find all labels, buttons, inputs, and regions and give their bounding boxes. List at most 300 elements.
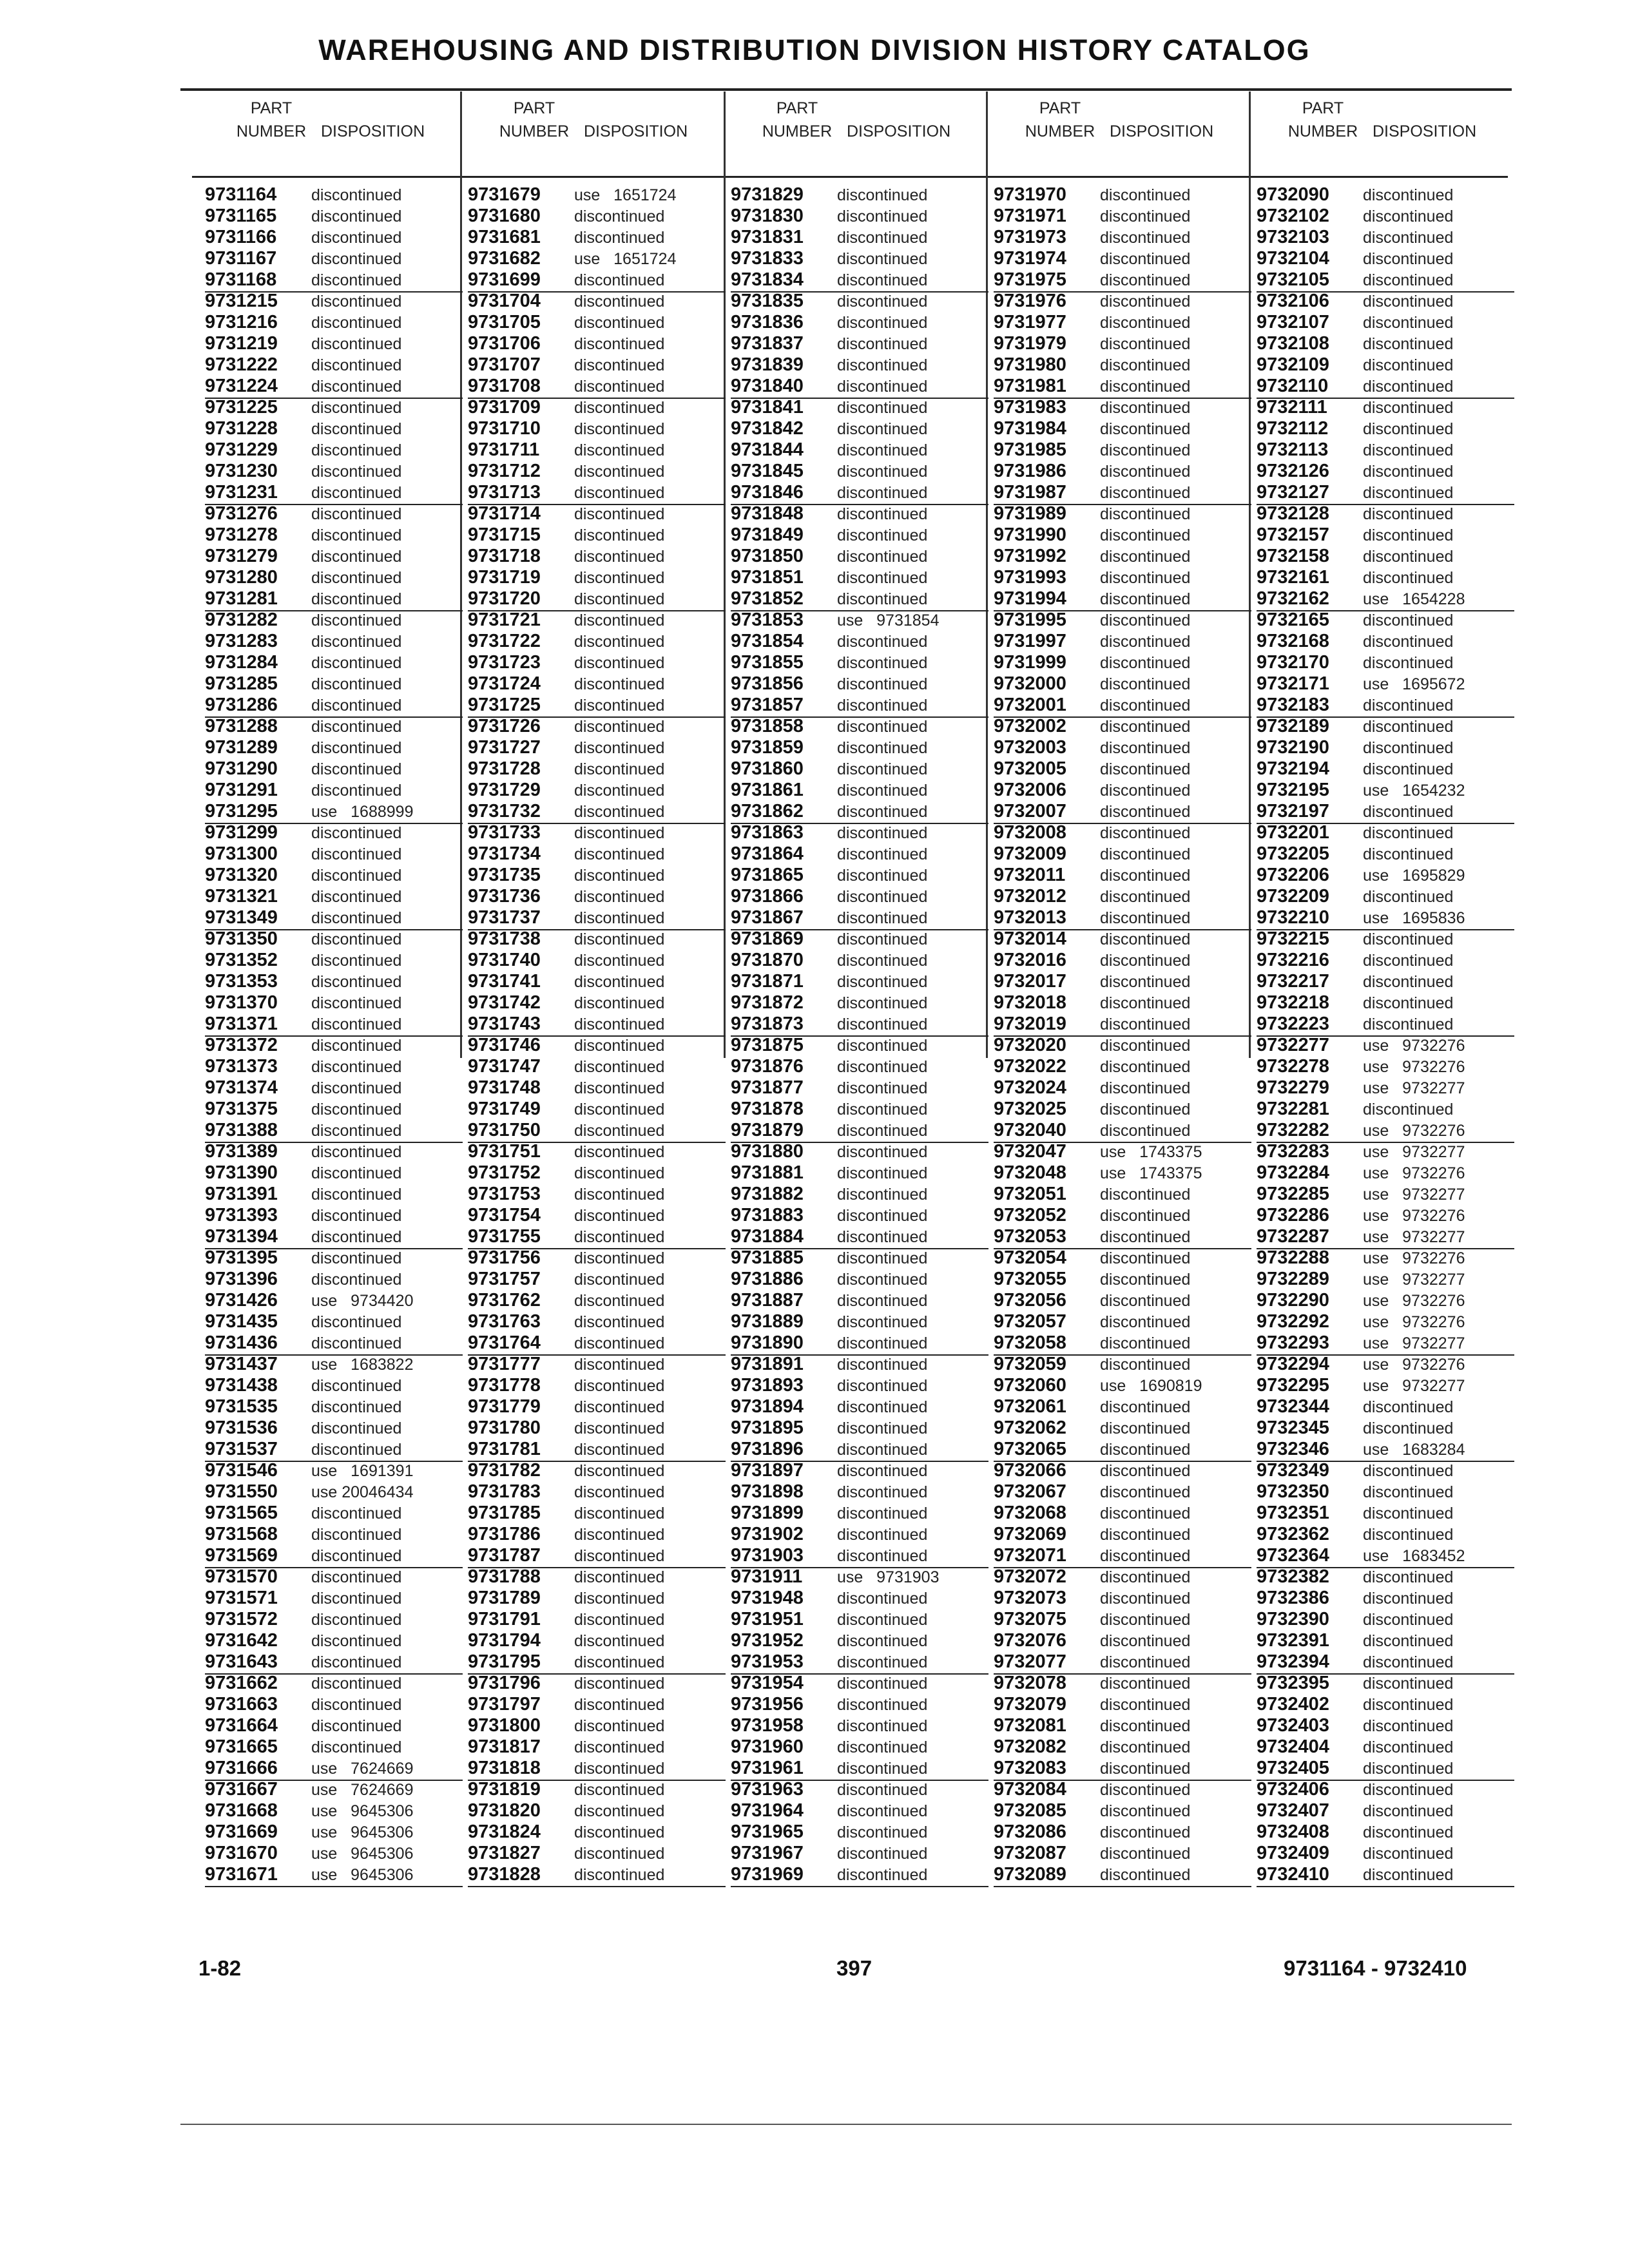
catalog-entry — [731, 1460, 988, 1481]
disposition: discontinued — [1363, 399, 1454, 417]
part-number: 9731899 — [731, 1503, 804, 1523]
catalog-entry — [731, 354, 988, 376]
part-number: 9731830 — [731, 206, 804, 226]
disposition: discontinued — [837, 229, 928, 247]
footer-section-number: 1-82 — [198, 1956, 242, 1980]
entry-group — [468, 1460, 726, 1566]
entry-group — [205, 1035, 463, 1141]
part-number: 9731848 — [731, 503, 804, 524]
catalog-entry — [1257, 333, 1514, 354]
catalog-entry — [205, 992, 463, 1014]
disposition: discontinued — [1100, 1547, 1191, 1565]
catalog-entry — [994, 588, 1251, 610]
catalog-entry — [994, 1099, 1251, 1120]
catalog-entry — [731, 780, 988, 801]
part-number: 9732103 — [1257, 227, 1329, 247]
part-number: 9731994 — [994, 588, 1066, 609]
catalog-entry — [468, 1630, 726, 1651]
part-number: 9731867 — [731, 907, 804, 928]
part-number: 9732055 — [994, 1269, 1066, 1289]
disposition: discontinued — [1363, 293, 1454, 311]
catalog-entry — [731, 631, 988, 652]
catalog-entry — [468, 758, 726, 780]
disposition: discontinued — [311, 1419, 402, 1437]
disposition: discontinued — [1100, 441, 1191, 459]
part-number: 9731958 — [731, 1715, 804, 1736]
disposition: discontinued — [1100, 548, 1191, 566]
part-number: 9731859 — [731, 737, 804, 758]
disposition: discontinued — [574, 994, 665, 1012]
disposition: discontinued — [311, 335, 402, 353]
catalog-entry — [731, 1375, 988, 1396]
disposition: discontinued — [311, 441, 402, 459]
disposition: discontinued — [574, 675, 665, 693]
catalog-entry — [994, 1354, 1251, 1375]
disposition: discontinued — [311, 548, 402, 566]
catalog-entry — [1257, 1418, 1514, 1439]
catalog-entry — [994, 1014, 1251, 1035]
disposition: discontinued — [1100, 505, 1191, 523]
catalog-entry — [205, 1566, 463, 1588]
part-number: 9731353 — [205, 971, 278, 992]
entry-group — [731, 1460, 988, 1566]
disposition: use 1690819 — [1100, 1377, 1202, 1395]
part-number: 9732362 — [1257, 1524, 1329, 1544]
part-number: 9732068 — [994, 1503, 1066, 1523]
part-number: 9732168 — [1257, 631, 1329, 651]
part-number: 9731999 — [994, 652, 1066, 673]
part-number: 9732195 — [1257, 780, 1329, 800]
catalog-entry — [731, 1035, 988, 1056]
catalog-entry — [994, 248, 1251, 269]
catalog-entry — [205, 1162, 463, 1184]
part-number: 9731436 — [205, 1332, 278, 1353]
part-number: 9732040 — [994, 1120, 1066, 1140]
disposition: discontinued — [837, 1632, 928, 1650]
part-number: 9731835 — [731, 291, 804, 311]
part-number: 9731535 — [205, 1396, 278, 1417]
catalog-entry — [205, 1439, 463, 1460]
part-number: 9731374 — [205, 1077, 278, 1098]
part-number: 9731682 — [468, 248, 541, 269]
part-number: 9731897 — [731, 1460, 804, 1481]
disposition: use 9732276 — [1363, 1249, 1465, 1267]
part-number: 9731890 — [731, 1332, 804, 1353]
catalog-entry — [1257, 1205, 1514, 1226]
part-number: 9731283 — [205, 631, 278, 651]
catalog-entry — [1257, 1566, 1514, 1588]
catalog-entry — [1257, 1120, 1514, 1141]
disposition: discontinued — [1100, 1419, 1191, 1437]
catalog-entry — [468, 716, 726, 737]
disposition: discontinued — [574, 1398, 665, 1416]
catalog-entry — [731, 737, 988, 758]
disposition: discontinued — [1100, 675, 1191, 693]
disposition: discontinued — [1363, 654, 1454, 672]
disposition: discontinued — [311, 654, 402, 672]
catalog-entry — [994, 1843, 1251, 1864]
catalog-entry — [994, 1545, 1251, 1566]
catalog-entry — [468, 1609, 726, 1630]
disposition: discontinued — [574, 484, 665, 502]
catalog-entry — [731, 333, 988, 354]
catalog-entry — [205, 865, 463, 886]
part-number: 9731712 — [468, 461, 541, 481]
catalog-entry — [994, 1077, 1251, 1099]
entry-group — [731, 1779, 988, 1885]
part-number: 9731389 — [205, 1141, 278, 1162]
catalog-entry — [994, 843, 1251, 865]
disposition: discontinued — [311, 1207, 402, 1225]
part-number: 9731780 — [468, 1418, 541, 1438]
part-number: 9732344 — [1257, 1396, 1329, 1417]
disposition: discontinued — [1100, 1653, 1191, 1671]
part-number: 9732065 — [994, 1439, 1066, 1459]
catalog-entry — [468, 1566, 726, 1588]
part-number: 9731973 — [994, 227, 1066, 247]
entry-group — [994, 291, 1251, 397]
disposition: discontinued — [574, 1760, 665, 1778]
disposition: use 9734420 — [311, 1292, 414, 1310]
catalog-entry — [1257, 248, 1514, 269]
disposition: discontinued — [1100, 1526, 1191, 1544]
part-number: 9731863 — [731, 822, 804, 843]
part-number: 9731737 — [468, 907, 541, 928]
part-number: 9731984 — [994, 418, 1066, 439]
part-number: 9732073 — [994, 1588, 1066, 1608]
part-number: 9731948 — [731, 1588, 804, 1608]
catalog-entry — [731, 546, 988, 567]
disposition: discontinued — [574, 611, 665, 629]
catalog-entry — [994, 886, 1251, 907]
disposition: discontinued — [311, 1186, 402, 1204]
disposition: discontinued — [574, 378, 665, 396]
part-number: 9731395 — [205, 1247, 278, 1268]
disposition: discontinued — [837, 548, 928, 566]
part-number: 9731884 — [731, 1226, 804, 1247]
catalog-entry — [994, 567, 1251, 588]
part-number: 9732350 — [1257, 1481, 1329, 1502]
disposition: use 1688999 — [311, 803, 414, 821]
disposition: use 9732277 — [1363, 1143, 1465, 1161]
disposition: discontinued — [311, 973, 402, 991]
catalog-entry — [994, 1311, 1251, 1332]
catalog-entry — [205, 1375, 463, 1396]
part-number: 9731993 — [994, 567, 1066, 588]
catalog-entry — [205, 1630, 463, 1651]
part-number: 9731396 — [205, 1269, 278, 1289]
part-number: 9731953 — [731, 1651, 804, 1672]
part-number: 9731952 — [731, 1630, 804, 1651]
entry-group — [994, 928, 1251, 1035]
part-number: 9731898 — [731, 1481, 804, 1502]
part-number: 9731666 — [205, 1758, 278, 1778]
catalog-entry — [731, 758, 988, 780]
catalog-entry — [1257, 588, 1514, 610]
disposition: discontinued — [311, 1058, 402, 1076]
part-number: 9732183 — [1257, 695, 1329, 715]
catalog-entry — [731, 227, 988, 248]
bottom-rule — [180, 2124, 1512, 2125]
part-number: 9732278 — [1257, 1056, 1329, 1077]
disposition: use 9732277 — [1363, 1334, 1465, 1352]
catalog-entry — [1257, 865, 1514, 886]
catalog-entry — [994, 1800, 1251, 1821]
part-number: 9732105 — [1257, 269, 1329, 290]
catalog-entry — [1257, 1524, 1514, 1545]
catalog-entry — [1257, 758, 1514, 780]
disposition: discontinued — [1363, 378, 1454, 396]
catalog-entry — [731, 1290, 988, 1311]
catalog-entry — [205, 524, 463, 546]
disposition: discontinued — [1100, 654, 1191, 672]
part-number: 9731665 — [205, 1736, 278, 1757]
entry-group — [205, 822, 463, 928]
catalog-entry — [205, 1120, 463, 1141]
disposition: discontinued — [837, 973, 928, 991]
part-number: 9731393 — [205, 1205, 278, 1225]
disposition: discontinued — [1100, 1398, 1191, 1416]
disposition: discontinued — [311, 845, 402, 863]
catalog-entry — [468, 1354, 726, 1375]
part-number: 9732126 — [1257, 461, 1329, 481]
part-number: 9731828 — [468, 1864, 541, 1885]
disposition: discontinued — [1363, 1675, 1454, 1693]
disposition: discontinued — [311, 782, 402, 800]
disposition: discontinued — [311, 1526, 402, 1544]
catalog-entry — [994, 1332, 1251, 1354]
disposition: discontinued — [1100, 250, 1191, 268]
disposition: discontinued — [311, 1313, 402, 1331]
catalog-entry — [731, 1226, 988, 1247]
disposition: discontinued — [1100, 1675, 1191, 1693]
disposition: discontinued — [1100, 1228, 1191, 1246]
part-number: 9732067 — [994, 1481, 1066, 1502]
part-number: 9732113 — [1257, 439, 1329, 460]
catalog-entry — [468, 1651, 726, 1673]
disposition: discontinued — [837, 207, 928, 226]
catalog-entry — [205, 737, 463, 758]
entry-group — [994, 610, 1251, 716]
disposition: discontinued — [837, 952, 928, 970]
part-number: 9731974 — [994, 248, 1066, 269]
part-number: 9731862 — [731, 801, 804, 822]
part-number: 9731869 — [731, 928, 804, 949]
entry-group — [468, 1141, 726, 1247]
disposition: discontinued — [1100, 1186, 1191, 1204]
catalog-entry — [994, 865, 1251, 886]
catalog-entry — [468, 482, 726, 503]
disposition: discontinued — [1363, 484, 1454, 502]
entry-group — [1257, 822, 1514, 928]
disposition: discontinued — [1100, 463, 1191, 481]
disposition-header: DISPOSITION — [321, 122, 425, 140]
part-number: 9731902 — [731, 1524, 804, 1544]
part-number: 9731781 — [468, 1439, 541, 1459]
entry-group — [1257, 1035, 1514, 1141]
part-number: 9731710 — [468, 418, 541, 439]
entries — [205, 184, 463, 1885]
disposition: discontinued — [311, 1547, 402, 1565]
part-number: 9731864 — [731, 843, 804, 864]
disposition: use 9732277 — [1363, 1228, 1465, 1246]
part-number: 9731725 — [468, 695, 541, 715]
catalog-entry — [1257, 1162, 1514, 1184]
catalog-entry — [468, 780, 726, 801]
disposition: use 9732277 — [1363, 1186, 1465, 1204]
part-number-header: PART NUMBER — [1025, 99, 1095, 140]
disposition: discontinued — [1100, 1760, 1191, 1778]
entry-group — [468, 610, 726, 716]
part-number: 9731167 — [205, 248, 277, 269]
disposition: discontinued — [837, 1866, 928, 1884]
part-number: 9731886 — [731, 1269, 804, 1289]
catalog-entry — [1257, 1141, 1514, 1162]
part-number: 9731979 — [994, 333, 1066, 354]
part-number: 9731782 — [468, 1460, 541, 1481]
part-number: 9731903 — [731, 1545, 804, 1566]
catalog-entry — [994, 1184, 1251, 1205]
catalog-entry — [731, 482, 988, 503]
part-number: 9731841 — [731, 397, 804, 418]
disposition: discontinued — [311, 952, 402, 970]
catalog-entry — [731, 1843, 988, 1864]
disposition: discontinued — [1100, 973, 1191, 991]
part-number: 9731831 — [731, 227, 804, 247]
disposition: discontinued — [1363, 463, 1454, 481]
part-number: 9731763 — [468, 1311, 541, 1332]
catalog-entry — [468, 333, 726, 354]
disposition: discontinued — [1363, 1653, 1454, 1671]
disposition: discontinued — [1363, 1015, 1454, 1033]
disposition: use 7624669 — [311, 1760, 414, 1778]
catalog-entry — [468, 376, 726, 397]
catalog-entry — [994, 482, 1251, 503]
group-divider — [468, 1886, 726, 1887]
part-number: 9731394 — [205, 1226, 278, 1247]
disposition: discontinued — [1363, 697, 1454, 715]
part-number: 9731727 — [468, 737, 541, 758]
catalog-entry — [1257, 1481, 1514, 1503]
catalog-entry — [205, 1460, 463, 1481]
disposition: discontinued — [574, 463, 665, 481]
catalog-entry — [205, 1545, 463, 1566]
disposition: discontinued — [837, 1717, 928, 1735]
part-number: 9731858 — [731, 716, 804, 736]
disposition: discontinued — [1363, 1100, 1454, 1119]
part-number: 9731569 — [205, 1545, 278, 1566]
disposition: discontinued — [311, 697, 402, 715]
catalog-entry — [468, 1375, 726, 1396]
catalog-entry — [731, 1503, 988, 1524]
part-number: 9732054 — [994, 1247, 1066, 1268]
part-number: 9731854 — [731, 631, 804, 651]
disposition: discontinued — [574, 952, 665, 970]
part-number: 9731728 — [468, 758, 541, 779]
part-number: 9731375 — [205, 1099, 278, 1119]
disposition: discontinued — [574, 1802, 665, 1820]
disposition: discontinued — [574, 1037, 665, 1055]
catalog-entry — [731, 1800, 988, 1821]
catalog-entry — [994, 1418, 1251, 1439]
catalog-entry — [1257, 992, 1514, 1014]
part-number: 9732282 — [1257, 1120, 1329, 1140]
catalog-entry — [731, 1439, 988, 1460]
catalog-entry — [1257, 503, 1514, 524]
part-number: 9732171 — [1257, 673, 1329, 694]
part-number: 9731883 — [731, 1205, 804, 1225]
entry-group — [1257, 716, 1514, 822]
part-number: 9731714 — [468, 503, 541, 524]
disposition: discontinued — [574, 824, 665, 842]
catalog-entry — [731, 376, 988, 397]
catalog-entry — [994, 1609, 1251, 1630]
part-number: 9732295 — [1257, 1375, 1329, 1396]
disposition: discontinued — [311, 1143, 402, 1161]
disposition: discontinued — [837, 930, 928, 948]
disposition: discontinued — [574, 441, 665, 459]
catalog-entry — [1257, 1375, 1514, 1396]
disposition: use 1683822 — [311, 1356, 414, 1374]
entry-group — [205, 503, 463, 610]
part-number: 9731756 — [468, 1247, 541, 1268]
disposition: discontinued — [1363, 1845, 1454, 1863]
disposition: discontinued — [1100, 718, 1191, 736]
catalog-entry — [468, 1779, 726, 1800]
part-number: 9731668 — [205, 1800, 278, 1821]
catalog-entry — [994, 418, 1251, 439]
catalog-entry — [731, 673, 988, 695]
disposition: discontinued — [1363, 1568, 1454, 1586]
catalog-entry — [205, 1247, 463, 1269]
footer-part-range: 9731164 - 9732410 — [1284, 1956, 1467, 1980]
part-number: 9732206 — [1257, 865, 1329, 885]
entry-group — [731, 822, 988, 928]
catalog-entry — [731, 1651, 988, 1673]
disposition: discontinued — [837, 293, 928, 311]
catalog-entry — [205, 950, 463, 971]
disposition: discontinued — [1100, 1356, 1191, 1374]
disposition: discontinued — [574, 1079, 665, 1097]
entry-group — [731, 1354, 988, 1460]
disposition: discontinued — [1363, 1611, 1454, 1629]
catalog-entry — [1257, 843, 1514, 865]
part-number: 9731166 — [205, 227, 277, 247]
top-rule — [180, 88, 1512, 91]
catalog-entry — [205, 652, 463, 673]
disposition: discontinued — [311, 378, 402, 396]
disposition: discontinued — [574, 973, 665, 991]
disposition: use 9645306 — [311, 1823, 414, 1841]
disposition: discontinued — [1363, 1504, 1454, 1523]
part-number: 9731791 — [468, 1609, 541, 1629]
catalog-entry — [468, 1014, 726, 1035]
disposition: discontinued — [574, 207, 665, 226]
part-number: 9731977 — [994, 312, 1066, 332]
catalog-entry — [994, 1736, 1251, 1758]
part-number: 9731778 — [468, 1375, 541, 1396]
part-number: 9731871 — [731, 971, 804, 992]
part-number: 9731285 — [205, 673, 278, 694]
catalog-entry — [731, 1247, 988, 1269]
part-number: 9731724 — [468, 673, 541, 694]
catalog-entry — [205, 1014, 463, 1035]
disposition: discontinued — [311, 590, 402, 608]
part-number: 9732112 — [1257, 418, 1329, 439]
disposition: use 1743375 — [1100, 1164, 1202, 1182]
disposition: discontinued — [1100, 1696, 1191, 1714]
disposition: use 1691391 — [311, 1462, 414, 1480]
